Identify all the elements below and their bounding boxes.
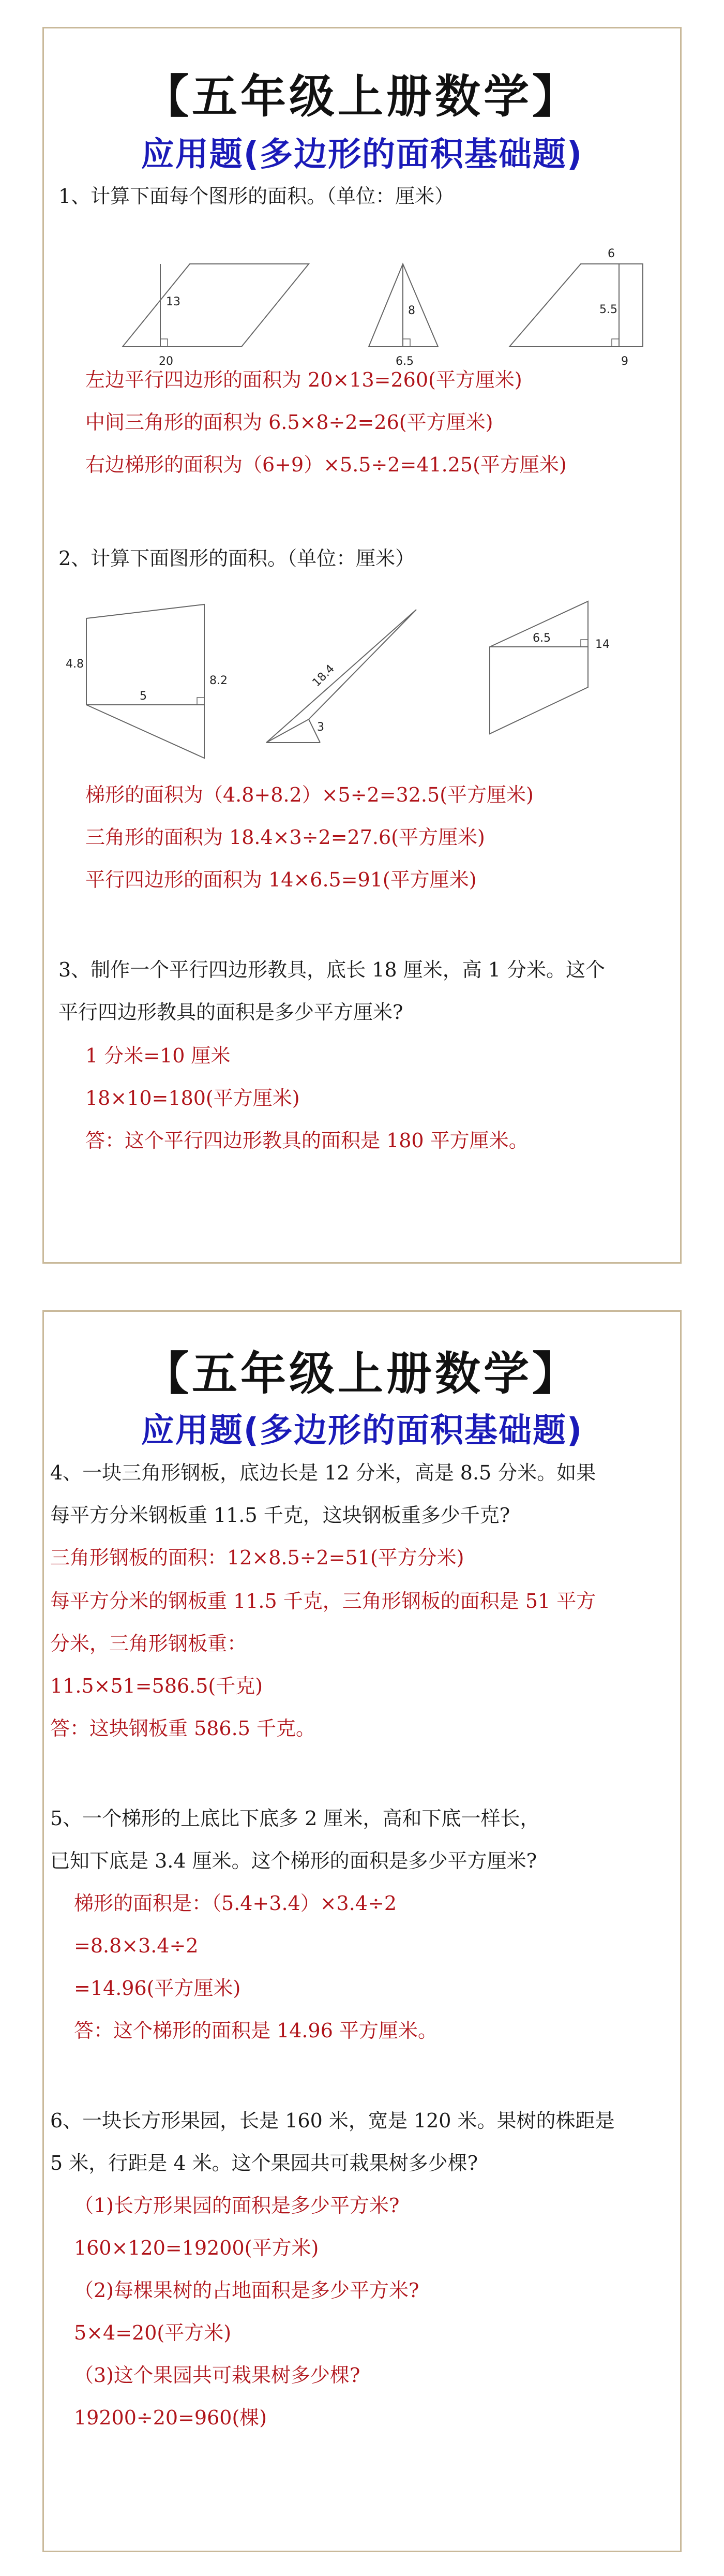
question-5-line-2: 已知下底是 3.4 厘米。这个梯形的面积是多少平方厘米? [50,1849,537,1872]
question-6-line-2: 5 米，行距是 4 米。这个果园共可栽果树多少棵? [50,2152,478,2174]
answer-4-line-1: 三角形钢板的面积：12×8.5÷2=51(平方分米) [50,1546,464,1569]
question-3-line-1: 3、制作一个平行四边形教具，底长 18 厘米，高 1 分米。这个 [58,958,606,981]
page-subtitle: 应用题(多边形的面积基础题) [141,136,583,174]
answer-6-line-2: 160×120=19200(平方米) [74,2237,319,2259]
answer-4-line-3: 分米，三角形钢板重： [50,1632,247,1655]
question-6-line-1: 6、一块长方形果园，长是 160 米，宽是 120 米。果树的株距是 [50,2109,615,2132]
question-2: 2、计算下面图形的面积。（单位：厘米） [58,547,415,570]
answer-6-line-3: （2)每棵果树的占地面积是多少平方米? [74,2279,419,2302]
answer-1-line-1: 左边平行四边形的面积为 20×13=260(平方厘米) [85,368,522,391]
page-title: 【五年级上册数学】 [143,1347,581,1400]
trapezoid-bottom-label: 9 [621,355,628,368]
worksheet-page-1 [42,27,682,1264]
parallelogram-height-label: 6.5 [533,632,551,645]
trapezoid-left-label: 4.8 [66,658,84,671]
answer-5-line-3: =14.96(平方厘米) [74,1977,241,2000]
answer-1-line-2: 中间三角形的面积为 6.5×8÷2=26(平方厘米) [85,411,493,434]
answer-1-line-3: 右边梯形的面积为（6+9）×5.5÷2=41.25(平方厘米) [85,453,567,476]
answer-2-line-3: 平行四边形的面积为 14×6.5=91(平方厘米) [85,868,477,891]
triangle-base-label: 6.5 [396,355,414,368]
answer-6-line-6: 19200÷20=960(棵) [74,2406,267,2429]
trapezoid-height-label: 5 [140,690,147,703]
question-4-line-2: 每平方分米钢板重 11.5 千克，这块钢板重多少千克? [50,1504,510,1527]
parallelogram-shape [123,264,309,347]
question-5-line-1: 5、一个梯形的上底比下底多 2 厘米，高和下底一样长， [50,1807,540,1830]
parallelogram-shape [490,601,588,734]
answer-3-line-3: 答：这个平行四边形教具的面积是 180 平方厘米。 [85,1129,529,1152]
question-4-line-1: 4、一块三角形钢板，底边长是 12 分米，高是 8.5 分米。如果 [50,1461,596,1484]
trapezoid-shape [509,264,643,347]
answer-4-line-4: 11.5×51=586.5(千克) [50,1675,263,1697]
triangle-shape [266,610,416,743]
page-subtitle: 应用题(多边形的面积基础题) [141,1412,583,1450]
triangle-height-label: 8 [408,304,415,317]
answer-6-line-1: （1)长方形果园的面积是多少平方米? [74,2194,400,2217]
answer-6-line-4: 5×4=20(平方米) [74,2321,232,2344]
answer-4-line-2: 每平方分米的钢板重 11.5 千克，三角形钢板的面积是 51 平方 [50,1590,596,1612]
answer-2-line-2: 三角形的面积为 18.4×3÷2=27.6(平方厘米) [85,826,485,849]
question-2-figures [44,590,683,761]
trapezoid-top-label: 6 [608,247,615,260]
parallelogram-base-label: 20 [159,355,173,368]
triangle-side-label: 18.4 [310,662,337,690]
triangle-height-label: 3 [317,721,324,734]
question-3-line-2: 平行四边形教具的面积是多少平方厘米? [58,1001,403,1024]
trapezoid-shape [86,604,204,758]
answer-5-line-2: =8.8×3.4÷2 [74,1934,199,1957]
answer-2-line-1: 梯形的面积为（4.8+8.2）×5÷2=32.5(平方厘米) [85,783,534,806]
answer-3-line-2: 18×10=180(平方厘米) [85,1087,300,1109]
page-title: 【五年级上册数学】 [143,70,581,123]
answer-4-line-5: 答：这块钢板重 586.5 千克。 [50,1717,315,1740]
trapezoid-height-label: 5.5 [599,303,617,316]
answer-6-line-5: （3)这个果园共可栽果树多少棵? [74,2364,360,2387]
answer-3-line-1: 1 分米=10 厘米 [85,1044,231,1067]
question-1-figures [44,225,683,380]
trapezoid-right-label: 8.2 [209,674,228,687]
answer-5-line-1: 梯形的面积是：（5.4+3.4）×3.4÷2 [74,1892,397,1915]
parallelogram-height-label: 13 [166,295,180,308]
answer-5-line-4: 答：这个梯形的面积是 14.96 平方厘米。 [74,2019,438,2042]
parallelogram-base-label: 14 [595,638,610,651]
question-1: 1、计算下面每个图形的面积。（单位：厘米） [58,185,455,208]
worksheet-page-2 [42,1310,682,2552]
